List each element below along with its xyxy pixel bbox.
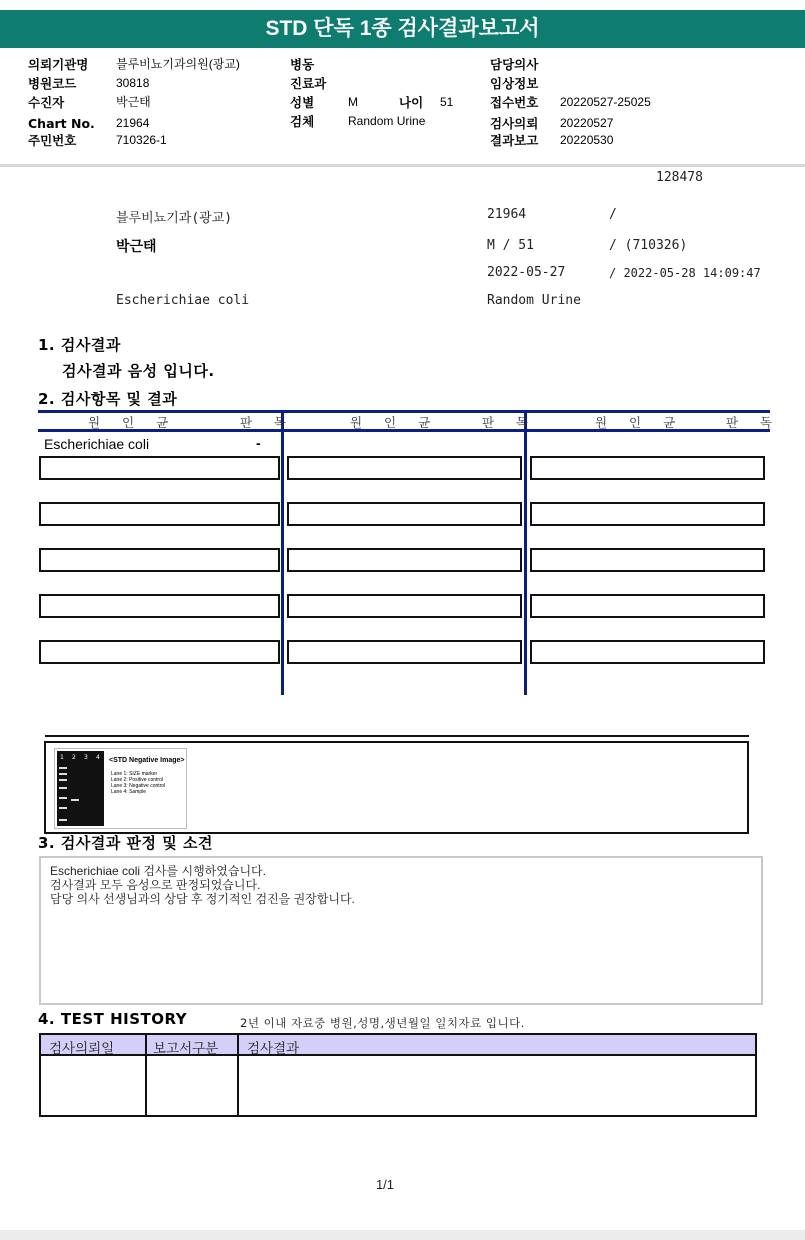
footer-strip (0, 1230, 805, 1240)
result-box (530, 594, 765, 618)
age-label: 나이 (399, 95, 424, 110)
history-col-divider (237, 1035, 239, 1115)
patient-institution: 블루비뇨기과(광교) (116, 211, 233, 226)
col-result-3: 판 독 (726, 415, 782, 430)
result-box (39, 594, 280, 618)
row-pathogen: Escherichiae coli (44, 436, 150, 452)
hospital-code-label: 병원코드 (28, 76, 77, 91)
gel-image-frame (44, 741, 749, 834)
col-pathogen-2: 원 인 균 (350, 415, 440, 430)
section-1-title: 1. 검사결과 (38, 336, 121, 354)
opinion-line: 담당 의사 선생님과의 상담 후 정기적인 검진을 권장합니다. (50, 892, 355, 906)
result-box (39, 548, 280, 572)
lane-number: 1 (60, 754, 64, 761)
dept-label: 진료과 (290, 76, 327, 91)
specimen-value: Random Urine (348, 114, 426, 128)
marker-band (59, 767, 67, 769)
col-result-1: 판 독 (240, 415, 296, 430)
table-divider-2 (524, 410, 527, 695)
gel-legend (111, 771, 165, 795)
opinion-line: 검사결과 모두 음성으로 판정되었습니다. (50, 878, 261, 892)
page-number: 1/1 (375, 1177, 395, 1192)
result-box (39, 640, 280, 664)
table-divider-1 (281, 410, 284, 695)
section-4-title: 4. TEST HISTORY (38, 1010, 188, 1028)
patient-birth: / (710326) (609, 238, 688, 253)
section-2-title: 2. 검사항목 및 결과 (38, 390, 178, 408)
marker-band (59, 773, 67, 775)
report-title: STD 단독 1종 검사결과보고서 (0, 10, 805, 48)
col-result-2: 판 독 (482, 415, 538, 430)
history-col-divider (145, 1035, 147, 1115)
opinion-line: Escherichiae coli 검사를 시행하였습니다. (50, 864, 266, 878)
gel-legend-item: Lane 2: Positive control (111, 777, 163, 783)
history-col-request-date: 검사의뢰일 (49, 1041, 115, 1057)
patient-value: 박근태 (116, 95, 151, 109)
receipt-no-value: 20220527-25025 (560, 95, 651, 109)
marker-band (59, 779, 67, 781)
chart-no-label: Chart No. (28, 116, 95, 131)
hospital-code-value: 30818 (116, 76, 150, 90)
result-box (287, 456, 522, 480)
doctor-label: 담당의사 (490, 57, 539, 72)
gel-legend-item: Lane 3: Negative control (111, 783, 166, 789)
chart-no-value: 21964 (116, 116, 150, 130)
gel-image (54, 748, 187, 829)
result-box (530, 502, 765, 526)
patient-specimen: Random Urine (487, 293, 581, 308)
age-value: 51 (440, 95, 454, 109)
image-divider (45, 735, 749, 737)
result-box (287, 640, 522, 664)
sex-label: 성별 (290, 95, 315, 110)
specimen-label: 검체 (290, 114, 315, 129)
resident-no-label: 주민번호 (28, 133, 77, 148)
row-result: - (256, 435, 261, 451)
report-date-value: 20220530 (560, 133, 614, 147)
result-box (530, 640, 765, 664)
patient-sex-age: M / 51 (487, 238, 534, 253)
request-date-label: 검사의뢰 (490, 116, 539, 131)
clinical-info-label: 임상정보 (490, 76, 539, 91)
history-col-report-type: 보고서구분 (153, 1041, 219, 1057)
marker-band (59, 807, 67, 809)
result-box (39, 502, 280, 526)
gel-title: <STD Negative Image> (109, 757, 185, 764)
institution-label: 의뢰기관명 (28, 57, 89, 72)
result-box (530, 548, 765, 572)
institution-value: 블루비뇨기과의원(광교) (116, 57, 240, 71)
positive-band (71, 799, 79, 801)
slash-separator: / (609, 207, 617, 222)
lane-number: 4 (96, 754, 100, 761)
resident-no-value: 710326-1 (116, 133, 167, 147)
gel-legend-item: Lane 1: SIZE marker (111, 771, 158, 777)
col-pathogen-1: 원 인 균 (88, 415, 178, 430)
col-pathogen-3: 원 인 균 (595, 415, 685, 430)
history-table (39, 1033, 757, 1117)
result-box (287, 548, 522, 572)
ward-label: 병동 (290, 57, 315, 72)
result-box (287, 502, 522, 526)
section-3-title: 3. 검사결과 판정 및 소견 (38, 834, 213, 852)
print-timestamp: / 2022-05-28 14:09:47 (609, 266, 761, 280)
marker-band (59, 819, 67, 821)
patient-chart-no: 21964 (487, 207, 527, 222)
patient-name: 박근태 (116, 239, 157, 255)
gel-lanes (57, 751, 104, 826)
results-table (38, 410, 782, 695)
history-col-result: 검사결과 (247, 1041, 300, 1057)
result-box (39, 456, 280, 480)
result-box (287, 594, 522, 618)
history-header (41, 1035, 755, 1056)
sex-value: M (348, 95, 358, 109)
marker-band (59, 797, 67, 799)
section-1-body: 검사결과 음성 입니다. (62, 362, 215, 380)
marker-band (59, 787, 67, 789)
request-date-value: 20220527 (560, 116, 614, 130)
id-code: 128478 (656, 170, 703, 185)
history-note: 2년 이내 자료중 병원,성명,생년월일 일치자료 입니다. (240, 1016, 525, 1030)
gel-legend-item: Lane 4: Sample (111, 789, 147, 795)
lane-number: 2 (72, 754, 76, 761)
header-divider (0, 164, 805, 167)
patient-organism: Escherichiae coli (116, 293, 250, 308)
patient-label: 수진자 (28, 95, 65, 110)
lane-number: 3 (84, 754, 88, 761)
collection-date: 2022-05-27 (487, 265, 566, 280)
result-box (530, 456, 765, 480)
report-date-label: 결과보고 (490, 133, 539, 148)
receipt-no-label: 접수번호 (490, 95, 539, 110)
opinion-box (39, 856, 763, 1005)
